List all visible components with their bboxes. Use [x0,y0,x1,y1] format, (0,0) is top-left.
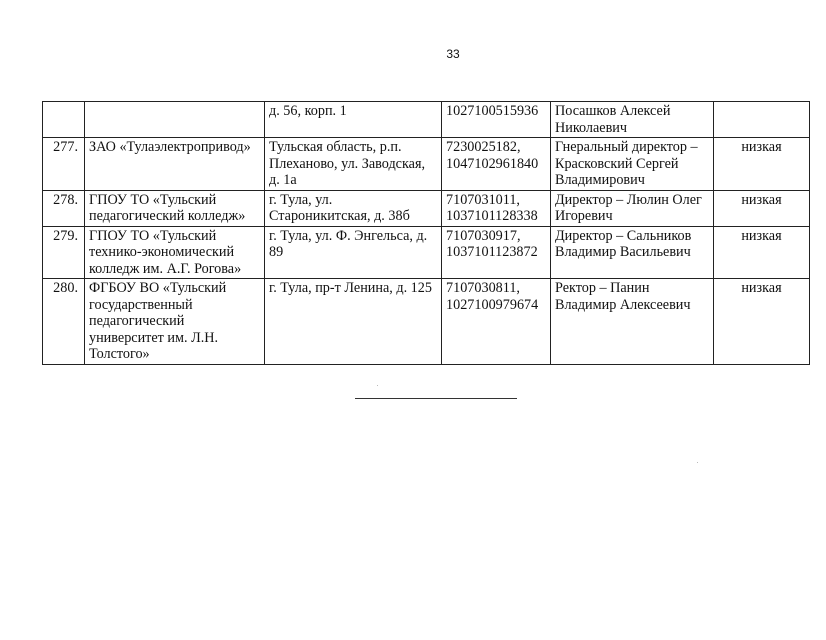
inn-ogrn-cell: 7107031011, 1037101128338 [442,190,551,226]
organization-name-cell [85,102,265,138]
head-person-cell: Ректор – Панин Владимир Алексеевич [551,279,714,365]
risk-level-cell [714,102,810,138]
address-cell: д. 56, корп. 1 [265,102,442,138]
organization-name-cell: ЗАО «Тулаэлектропривод» [85,138,265,191]
inn-ogrn-cell: 7107030811, 1027100979674 [442,279,551,365]
head-person-cell: Гнеральный директор – Красковский Сергей Владимирович [551,138,714,191]
table-row [43,138,810,191]
inn-ogrn-cell: 7230025182, 1047102961840 [442,138,551,191]
row-number-cell: 278. [43,190,85,226]
address-cell: г. Тула, ул. Староникитская, д. 38б [265,190,442,226]
organization-name-cell: ГПОУ ТО «Тульский технико-экономический колледж им. А.Г. Рогова» [85,226,265,279]
table-row [43,190,810,226]
head-person-cell: Директор – Люлин Олег Игоревич [551,190,714,226]
organization-name-cell: ФГБОУ ВО «Тульский государственный педагогический университет им. Л.Н. Толстого» [85,279,265,365]
scan-speck [697,462,698,463]
table-row [43,279,810,365]
row-number-cell: 280. [43,279,85,365]
row-number-cell: 279. [43,226,85,279]
page-number: 33 [446,47,460,61]
risk-level-cell: низкая [714,279,810,365]
head-person-cell: Посашков Алексей Николаевич [551,102,714,138]
address-cell: г. Тула, пр-т Ленина, д. 125 [265,279,442,365]
organizations-table [42,101,810,365]
scan-speck [377,385,378,386]
risk-level-cell: низкая [714,138,810,191]
closing-divider [355,398,517,399]
table-row [43,102,810,138]
table-row [43,226,810,279]
address-cell: г. Тула, ул. Ф. Энгельса, д. 89 [265,226,442,279]
head-person-cell: Директор – Сальников Владимир Васильевич [551,226,714,279]
row-number-cell [43,102,85,138]
organization-name-cell: ГПОУ ТО «Тульский педагогический колледж» [85,190,265,226]
row-number-cell: 277. [43,138,85,191]
inn-ogrn-cell: 1027100515936 [442,102,551,138]
address-cell: Тульская область, р.п. Плеханово, ул. Заводская, д. 1а [265,138,442,191]
inn-ogrn-cell: 7107030917, 1037101123872 [442,226,551,279]
risk-level-cell: низкая [714,226,810,279]
risk-level-cell: низкая [714,190,810,226]
